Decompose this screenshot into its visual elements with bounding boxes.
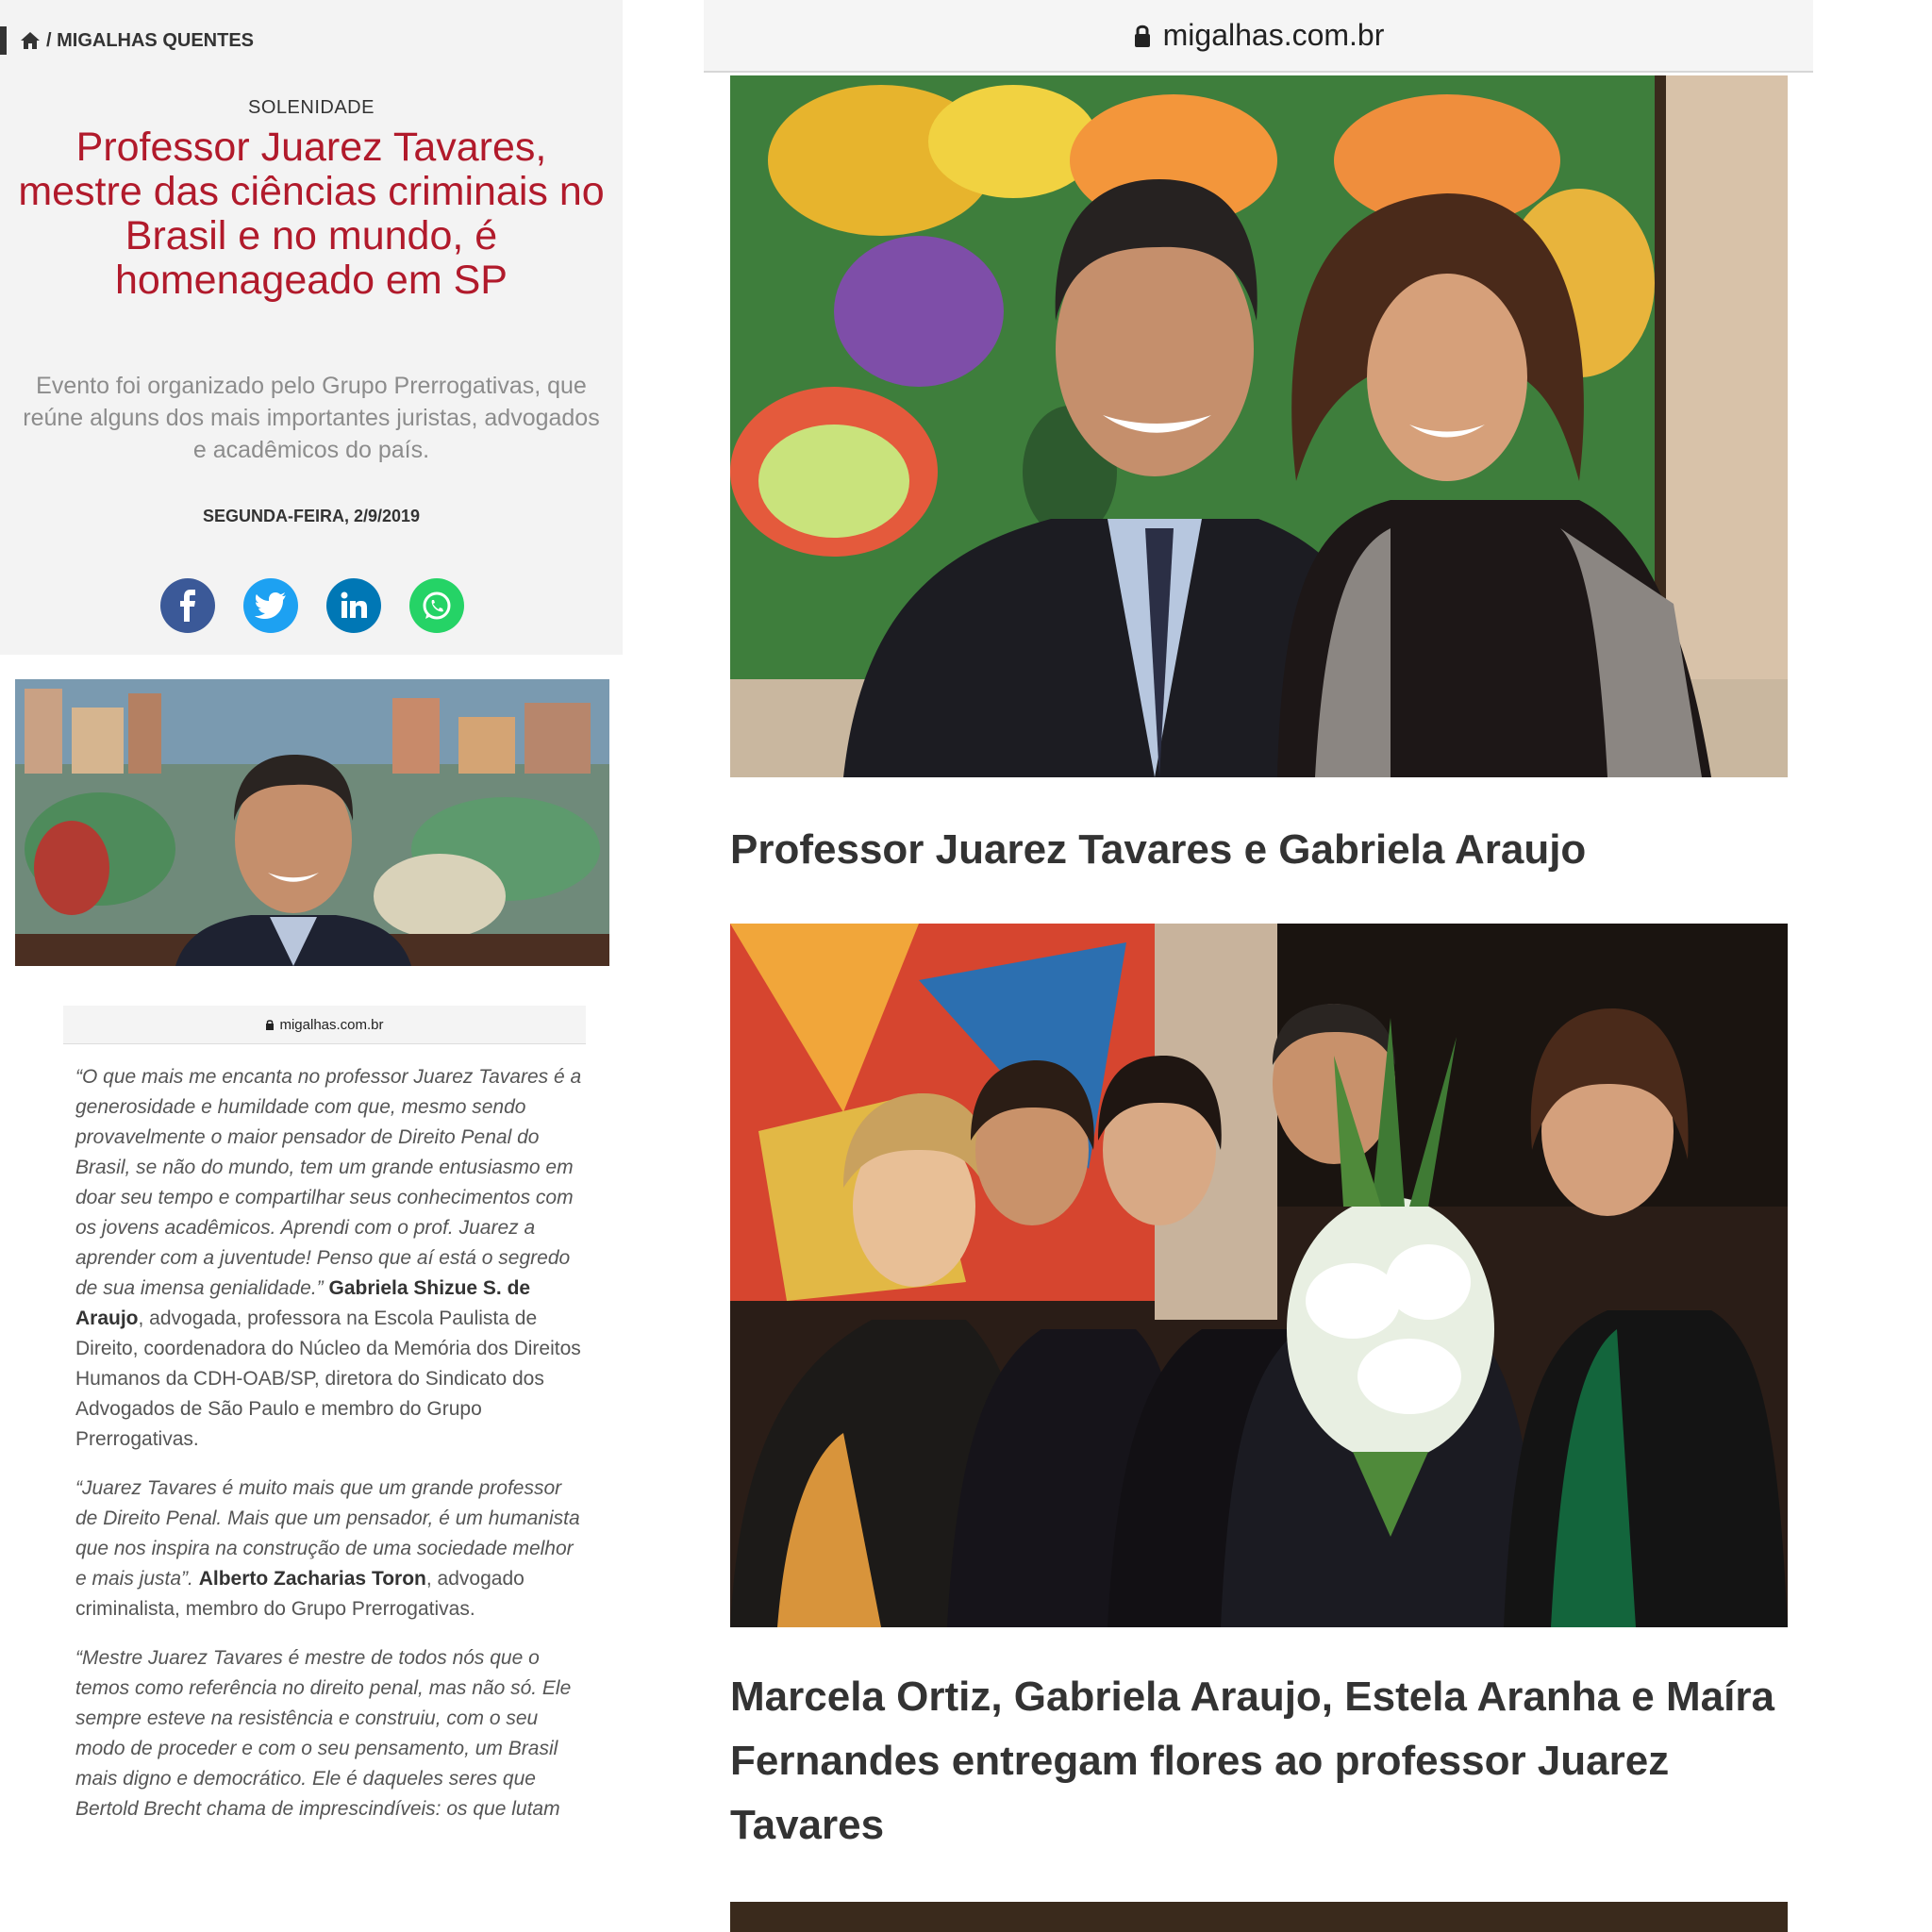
quote-text: “Mestre Juarez Tavares é mestre de todos nós que o temos como referência no direito penal, mas não só. Ele sempre esteve na resistência e construiu, com o seu modo de proceder e com o seu pensamento, um Brasil mais digno e democrático. Ele é daqueles seres que Bertold Brecht chama de imprescindíveis: os que lutam bbox=[75, 1647, 572, 1820]
quote-text: “Juarez Tavares é muito mais que um grande professor de Direito Penal. Mais que um pensador, é um humanista que nos inspira na construção de uma sociedade melhor e mais justa”. bbox=[75, 1477, 580, 1590]
page-title: Professor Juarez Tavares, mestre das ciências criminais no Brasil e no mundo, é homenageado em SP bbox=[18, 125, 605, 303]
photo-caption: Marcela Ortiz, Gabriela Araujo, Estela Aranha e Maíra Fernandes entregam flores ao professor Juarez Tavares bbox=[730, 1674, 1774, 1848]
breadcrumb[interactable] bbox=[0, 26, 254, 55]
article-date: SEGUNDA-FEIRA, 2/9/2019 bbox=[202, 507, 421, 525]
article-body bbox=[75, 1062, 585, 1843]
facebook-icon[interactable] bbox=[160, 578, 215, 633]
lock-icon bbox=[1133, 24, 1152, 48]
article-kicker: SOLENIDADE bbox=[248, 97, 375, 118]
whatsapp-icon[interactable] bbox=[409, 578, 464, 633]
quote-author: Alberto Zacharias Toron bbox=[198, 1568, 426, 1590]
quote-paragraph bbox=[75, 1643, 585, 1824]
home-icon[interactable] bbox=[20, 31, 41, 50]
article-subtitle: Evento foi organizado pelo Grupo Prerrogativas, que reúne alguns dos mais importantes juristas, advogados e acadêmicos do país. bbox=[23, 373, 600, 463]
browser-address-bar[interactable] bbox=[704, 0, 1813, 73]
article-main-photo bbox=[15, 679, 609, 966]
url-text-small: migalhas.com.br bbox=[279, 1016, 384, 1033]
gallery-photo-1 bbox=[730, 75, 1788, 777]
quote-author-role: , advogado criminalista, membro do Grupo Prerrogativas. bbox=[75, 1568, 525, 1620]
gallery-photo-3 bbox=[730, 1902, 1788, 1932]
lock-icon bbox=[265, 1019, 275, 1030]
article-header-panel bbox=[0, 0, 623, 655]
twitter-icon[interactable] bbox=[243, 578, 298, 633]
share-bar bbox=[160, 578, 464, 633]
url-text: migalhas.com.br bbox=[1162, 18, 1385, 52]
quote-paragraph bbox=[75, 1474, 585, 1624]
quote-text: “O que mais me encanta no professor Juarez Tavares é a generosidade e humildade com que, mesmo sendo provavelmente o maior pensador de Direito Penal do Brasil, se não do mundo, tem um grande entusiasmo em doar seu tempo e compartilhar seus conhecimentos com os jovens acadêmicos. Aprendi com o prof. Juarez a aprender com a juventude! Penso que aí está o segredo de sua imensa genialidade.” bbox=[75, 1066, 582, 1299]
photo-caption: Professor Juarez Tavares e Gabriela Araujo bbox=[730, 826, 1587, 873]
gallery-photo-2 bbox=[730, 924, 1788, 1627]
breadcrumb-section[interactable]: / MIGALHAS QUENTES bbox=[46, 29, 255, 51]
quote-author: Gabriela Shizue S. de Araujo bbox=[75, 1277, 531, 1329]
quote-author-role: , advogada, professora na Escola Paulista de Direito, coordenadora do Núcleo da Memória dos Direitos Humanos da CDH-OAB/SP, diretora do Sindicato dos Advogados de São Paulo e membro do Grupo Prerrogativas. bbox=[75, 1307, 581, 1450]
quote-paragraph bbox=[75, 1062, 585, 1455]
browser-address-bar-small[interactable] bbox=[63, 1006, 586, 1044]
linkedin-icon[interactable] bbox=[326, 578, 381, 633]
breadcrumb-marker bbox=[0, 26, 7, 55]
